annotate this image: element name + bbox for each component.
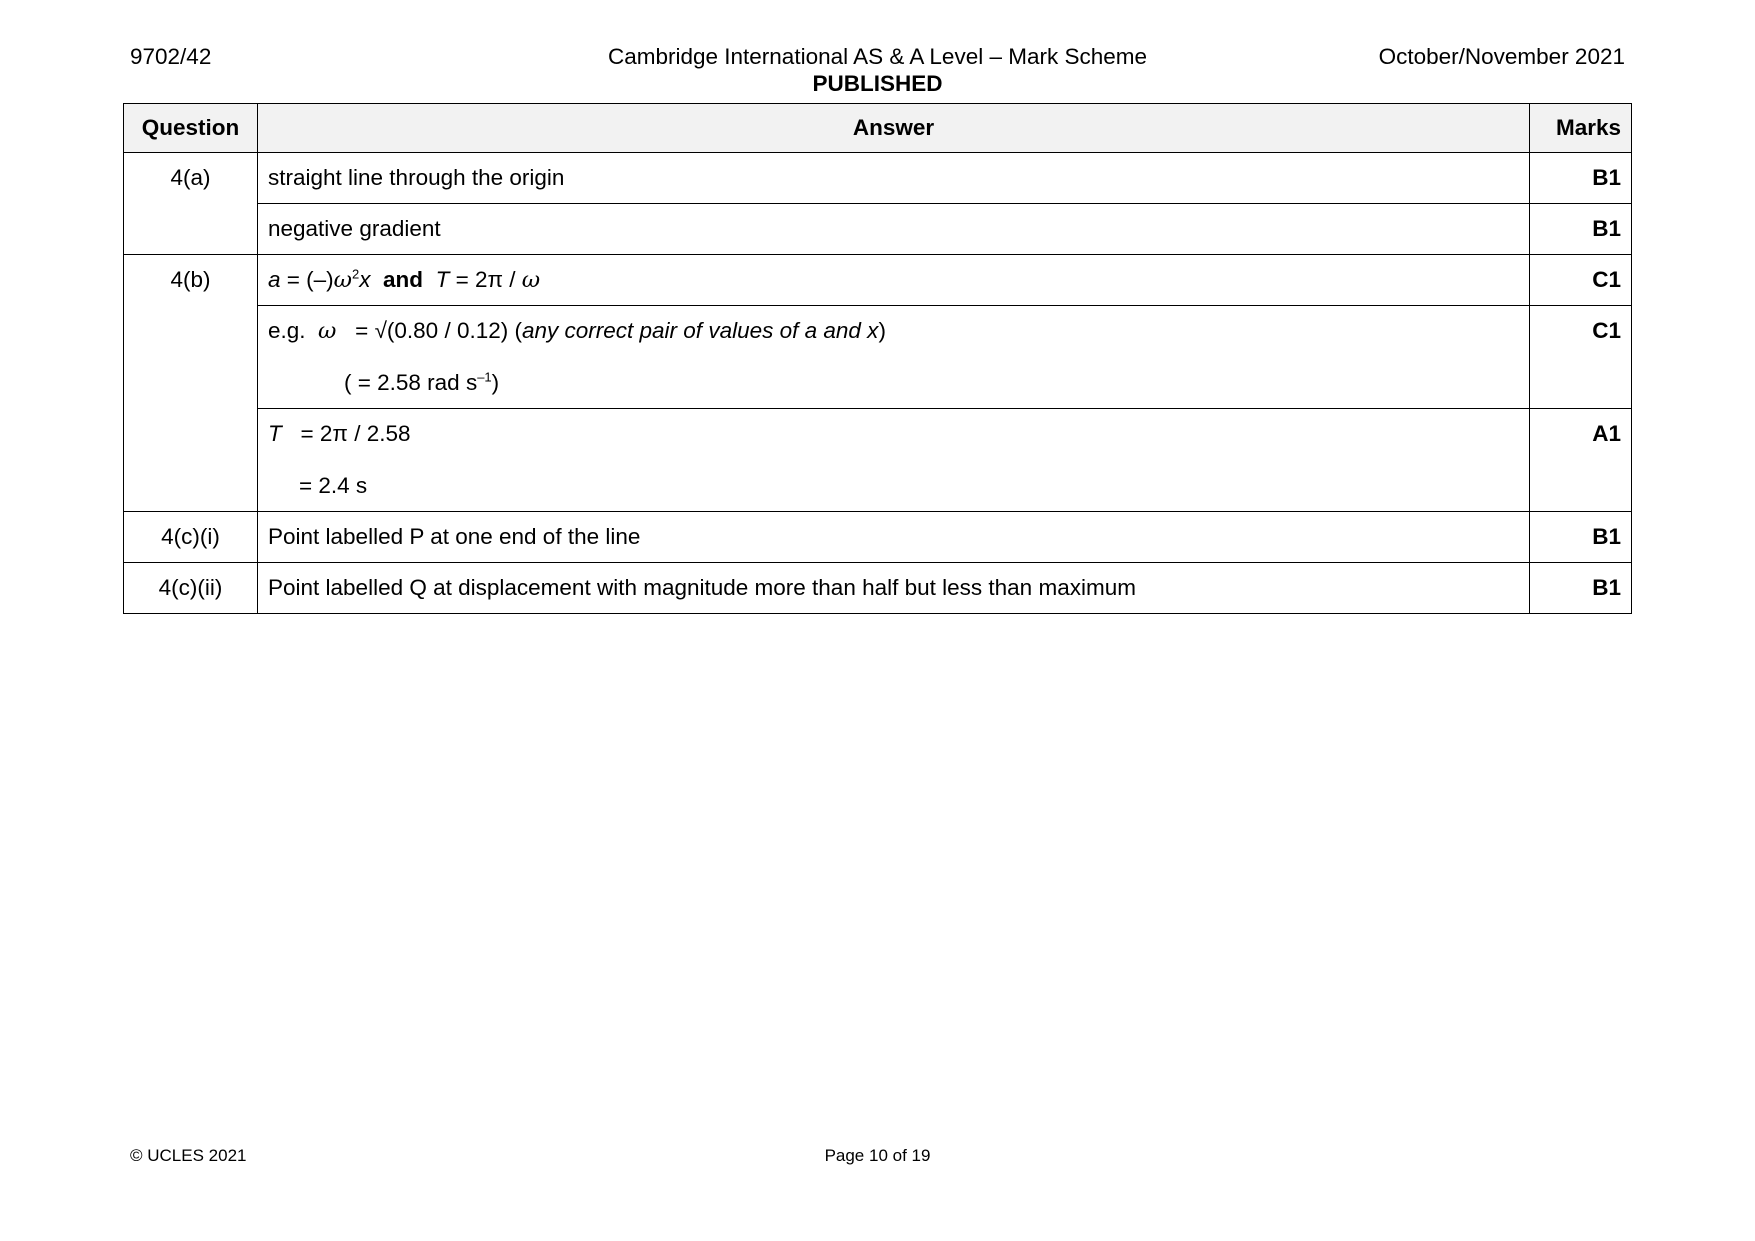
answer-cell (258, 306, 1530, 409)
equation-text: = √(0.80 / 0.12) ( (355, 318, 522, 343)
mark-cell: C1 (1530, 255, 1632, 306)
superscript: –1 (477, 369, 492, 385)
superscript: 2 (352, 266, 360, 282)
mark-cell: C1 (1530, 306, 1632, 409)
working-line (268, 318, 1519, 344)
table-row (124, 153, 1632, 204)
question-number: 4(c)(ii) (124, 563, 258, 614)
question-number: 4(b) (124, 255, 258, 512)
omega-symbol: ω (521, 267, 541, 293)
mark-cell: B1 (1530, 153, 1632, 204)
published-label: PUBLISHED (812, 71, 943, 96)
answer-cell (258, 255, 1530, 306)
answer-cell: straight line through the origin (258, 153, 1530, 204)
paper-code: 9702/42 (130, 44, 212, 69)
answer-cell: Point labelled Q at displacement with magnitude more than half but less than maximum (258, 563, 1530, 614)
table-row (124, 204, 1632, 255)
answer-cell: negative gradient (258, 204, 1530, 255)
table-header-row (124, 104, 1632, 153)
equation-text: = (–) (280, 267, 334, 292)
working-line (268, 421, 1519, 447)
mark-cell: B1 (1530, 512, 1632, 563)
question-number: 4(c)(i) (124, 512, 258, 563)
equation-text: ) (878, 318, 886, 343)
equation-text: = 2π / (449, 267, 522, 292)
table-row (124, 409, 1632, 512)
table-row (124, 306, 1632, 409)
omega-symbol: ω (333, 267, 353, 293)
eg-label: e.g. (268, 318, 306, 343)
mark-cell: B1 (1530, 563, 1632, 614)
equation-text: ( = 2.58 rad s (344, 370, 478, 395)
variable-x: x (359, 267, 371, 292)
page-number: Page 10 of 19 (824, 1146, 931, 1165)
column-header-marks: Marks (1530, 104, 1632, 153)
answer-cell: Point labelled P at one end of the line (258, 512, 1530, 563)
working-result (268, 370, 1519, 396)
mark-scheme-table (123, 103, 1632, 614)
equation-text: ) (491, 370, 500, 395)
marking-note: any correct pair of values of a and x (521, 318, 879, 343)
column-header-question: Question (124, 104, 258, 153)
question-number: 4(a) (124, 153, 258, 255)
omega-symbol: ω (318, 318, 337, 344)
table-row (124, 563, 1632, 614)
column-header-answer: Answer (258, 104, 1530, 153)
mark-cell: B1 (1530, 204, 1632, 255)
table-row (124, 512, 1632, 563)
variable-T: T (268, 421, 282, 446)
exam-session: October/November 2021 (1378, 44, 1625, 69)
table-row (124, 255, 1632, 306)
document-title: Cambridge International AS & A Level – Mark Scheme (607, 44, 1148, 69)
equation-text: = 2π / 2.58 (300, 421, 411, 446)
working-result: = 2.4 s (299, 473, 368, 498)
copyright-notice: © UCLES 2021 (130, 1146, 247, 1165)
variable-T: T (435, 267, 450, 292)
and-keyword: and (383, 267, 424, 292)
answer-cell (258, 409, 1530, 512)
mark-cell: A1 (1530, 409, 1632, 512)
variable-a: a (268, 267, 281, 292)
